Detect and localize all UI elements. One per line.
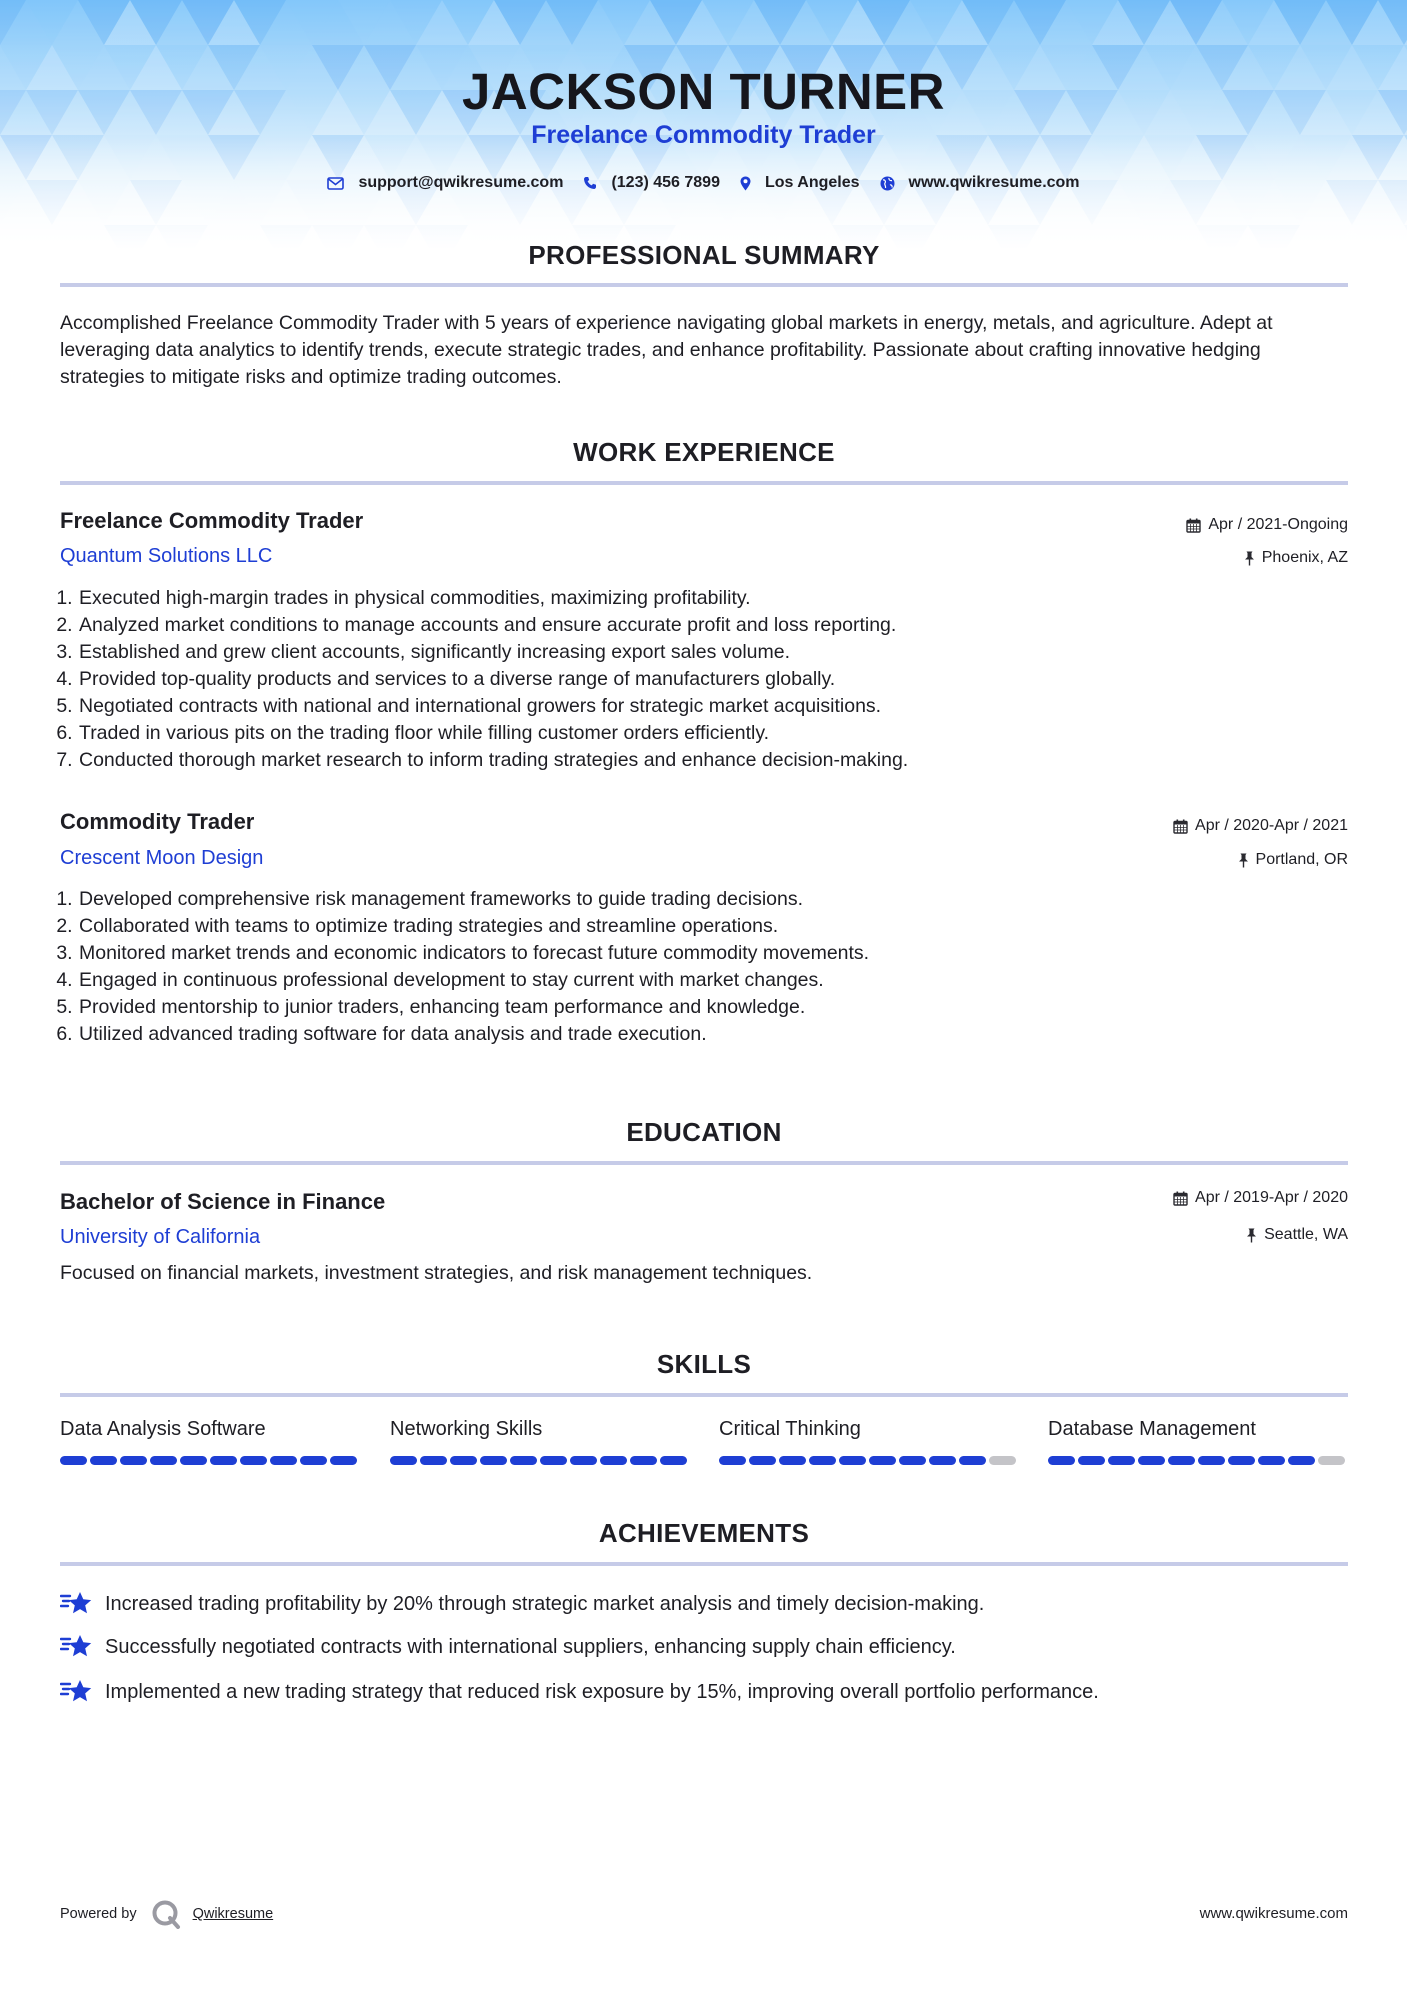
- skill-dot-filled: [1228, 1456, 1255, 1465]
- responsibility-item: 3. Monitored market trends and economic indicators to forecast future commodity movements.: [78, 940, 1338, 967]
- skill-dot-filled: [330, 1456, 357, 1465]
- education-divider: [60, 1161, 1348, 1165]
- responsibility-item: 1. Executed high-margin trades in physical commodities, maximizing profitability.: [78, 585, 1338, 612]
- website-text: www.qwikresume.com: [908, 174, 1080, 191]
- summary-heading: PROFESSIONAL SUMMARY: [528, 240, 880, 270]
- skill-dot-filled: [1258, 1456, 1285, 1465]
- calendar-icon: [1186, 518, 1201, 533]
- skill-dot-filled: [480, 1456, 507, 1465]
- responsibility-item: 4. Engaged in continuous professional development to stay current with market changes.: [78, 967, 1338, 994]
- skill-dot-filled: [60, 1456, 87, 1465]
- candidate-name: JACKSON TURNER: [461, 63, 946, 120]
- skills-divider: [60, 1393, 1348, 1397]
- achievement-item: [60, 1678, 1348, 1706]
- education-dates-text: Apr / 2019-Apr / 2020: [1195, 1189, 1348, 1206]
- skill-dot-filled: [839, 1456, 866, 1465]
- skill-dot-filled: [959, 1456, 986, 1465]
- skill-dot-filled: [600, 1456, 627, 1465]
- responsibility-item: 2. Analyzed market conditions to manage accounts and ensure accurate profit and loss reporting.: [78, 612, 1338, 639]
- job-dates-text: Apr / 2021-Ongoing: [1208, 516, 1348, 533]
- skill-dot-filled: [420, 1456, 447, 1465]
- skill-dot-filled: [779, 1456, 806, 1465]
- pushpin-icon: [1238, 853, 1249, 868]
- qwikresume-link[interactable]: Qwikresume: [192, 1906, 274, 1922]
- job-dates: [1173, 817, 1348, 835]
- skill-item: [60, 1418, 360, 1465]
- pushpin-icon: [1244, 551, 1255, 566]
- skill-level-bar: [390, 1456, 690, 1465]
- responsibility-item: 7. Conducted thorough market research to inform trading strategies and enhance decision-making.: [78, 747, 1338, 774]
- skill-dot-filled: [210, 1456, 237, 1465]
- skill-name: Database Management: [1048, 1418, 1256, 1440]
- globe-icon: [880, 176, 895, 191]
- skill-name: Networking Skills: [390, 1418, 543, 1440]
- email-text: support@qwikresume.com: [358, 174, 564, 191]
- skill-dot-empty: [989, 1456, 1016, 1465]
- job-responsibilities: [56, 886, 1338, 1048]
- job-dates: [1186, 516, 1348, 534]
- achievement-item: [60, 1590, 1348, 1618]
- education-description: Focused on financial markets, investment strategies, and risk management techniques.: [60, 1262, 813, 1284]
- degree-title: Bachelor of Science in Finance: [60, 1189, 386, 1214]
- skill-item: [390, 1418, 690, 1465]
- experience-divider: [60, 481, 1348, 485]
- skill-dot-filled: [719, 1456, 746, 1465]
- skill-dot-filled: [869, 1456, 896, 1465]
- experience-heading: WORK EXPERIENCE: [573, 437, 835, 467]
- job-location: [1244, 549, 1348, 567]
- responsibility-item: 2. Collaborated with teams to optimize trading strategies and streamline operations.: [78, 913, 1338, 940]
- school-name: University of California: [60, 1226, 261, 1248]
- skill-dot-filled: [1138, 1456, 1165, 1465]
- contact-website[interactable]: [880, 174, 1080, 192]
- skill-dot-filled: [300, 1456, 327, 1465]
- skill-dot-filled: [90, 1456, 117, 1465]
- skill-dot-filled: [809, 1456, 836, 1465]
- footer-powered-by: [60, 1899, 273, 1929]
- skill-dot-filled: [180, 1456, 207, 1465]
- skill-name: Critical Thinking: [719, 1418, 861, 1440]
- skill-name: Data Analysis Software: [60, 1418, 266, 1440]
- skill-dot-filled: [899, 1456, 926, 1465]
- footer-website[interactable]: www.qwikresume.com: [1199, 1905, 1348, 1922]
- job-location-text: Portland, OR: [1255, 851, 1348, 868]
- summary-text: Accomplished Freelance Commodity Trader with 5 years of experience navigating global markets in energy, metals, and agriculture. Adept at leveraging data analytics to identify trends, execute strategic trades, and enhance profitability. Passionate about crafting innovative hedging strategies to mitigate risks and optimize trading outcomes.: [60, 312, 1273, 388]
- phone-icon: [583, 176, 597, 190]
- job-company: Crescent Moon Design: [60, 847, 264, 869]
- contact-location: [740, 174, 860, 192]
- job-company: Quantum Solutions LLC: [60, 545, 273, 567]
- skill-level-bar: [719, 1456, 1019, 1465]
- contact-email[interactable]: [327, 174, 563, 192]
- responsibility-item: 5. Negotiated contracts with national and international growers for strategic market acquisitions.: [78, 693, 1338, 720]
- skill-dot-filled: [660, 1456, 687, 1465]
- location-text: Los Angeles: [764, 174, 860, 191]
- skill-dot-filled: [240, 1456, 267, 1465]
- star-icon: [60, 1590, 93, 1618]
- skill-level-bar: [1048, 1456, 1348, 1465]
- contact-phone[interactable]: [583, 174, 720, 192]
- achievement-text: Successfully negotiated contracts with international suppliers, enhancing supply chain efficiency.: [105, 1635, 956, 1658]
- achievement-text: Implemented a new trading strategy that reduced risk exposure by 15%, improving overall portfolio performance.: [105, 1680, 1099, 1703]
- skill-dot-filled: [929, 1456, 956, 1465]
- responsibility-item: 6. Utilized advanced trading software for data analysis and trade execution.: [78, 1021, 1338, 1048]
- skill-dot-filled: [390, 1456, 417, 1465]
- skill-dot-filled: [1168, 1456, 1195, 1465]
- skill-dot-filled: [120, 1456, 147, 1465]
- skill-dot-filled: [1288, 1456, 1315, 1465]
- envelope-icon: [327, 177, 344, 190]
- map-pin-icon: [740, 176, 751, 191]
- skill-dot-filled: [749, 1456, 776, 1465]
- job-title: Commodity Trader: [60, 809, 255, 834]
- job-location: [1238, 851, 1348, 869]
- achievements-heading: ACHIEVEMENTS: [598, 1518, 810, 1548]
- responsibility-item: 3. Established and grew client accounts, significantly increasing export sales volume.: [78, 639, 1338, 666]
- job-responsibilities: [56, 585, 1338, 774]
- education-location: [1246, 1226, 1348, 1244]
- education-location-text: Seattle, WA: [1264, 1226, 1348, 1243]
- calendar-icon: [1173, 819, 1188, 834]
- powered-by-label: Powered by: [60, 1906, 137, 1922]
- skill-dot-filled: [510, 1456, 537, 1465]
- skill-dot-filled: [630, 1456, 657, 1465]
- star-icon: [60, 1678, 93, 1706]
- skills-heading: SKILLS: [656, 1349, 752, 1379]
- skill-dot-filled: [450, 1456, 477, 1465]
- responsibility-item: 6. Traded in various pits on the trading floor while filling customer orders efficiently.: [78, 720, 1338, 747]
- skill-dot-filled: [540, 1456, 567, 1465]
- skill-dot-empty: [1318, 1456, 1345, 1465]
- skill-dot-filled: [1048, 1456, 1075, 1465]
- achievement-text: Increased trading profitability by 20% through strategic market analysis and timely decision-making.: [105, 1592, 985, 1615]
- job-title: Freelance Commodity Trader: [60, 508, 364, 533]
- education-dates: [1173, 1189, 1348, 1207]
- responsibility-item: 4. Provided top-quality products and services to a diverse range of manufacturers globally.: [78, 666, 1338, 693]
- pushpin-icon: [1246, 1228, 1257, 1243]
- summary-divider: [60, 283, 1348, 287]
- star-icon: [60, 1633, 93, 1661]
- skill-item: [1048, 1418, 1348, 1465]
- education-heading: EDUCATION: [626, 1117, 782, 1147]
- skill-level-bar: [60, 1456, 360, 1465]
- job-dates-text: Apr / 2020-Apr / 2021: [1195, 817, 1348, 834]
- skill-dot-filled: [1198, 1456, 1225, 1465]
- candidate-title: Freelance Commodity Trader: [531, 121, 876, 149]
- skill-item: [719, 1418, 1019, 1465]
- skill-dot-filled: [1078, 1456, 1105, 1465]
- responsibility-item: 1. Developed comprehensive risk management frameworks to guide trading decisions.: [78, 886, 1338, 913]
- phone-text: (123) 456 7899: [611, 174, 720, 191]
- qwikresume-logo-icon: [151, 1899, 181, 1929]
- skill-dot-filled: [270, 1456, 297, 1465]
- skill-dot-filled: [150, 1456, 177, 1465]
- responsibility-item: 5. Provided mentorship to junior traders, enhancing team performance and knowledge.: [78, 994, 1338, 1021]
- calendar-icon: [1173, 1191, 1188, 1206]
- skill-dot-filled: [570, 1456, 597, 1465]
- achievement-item: [60, 1633, 1348, 1661]
- job-location-text: Phoenix, AZ: [1261, 549, 1348, 566]
- contact-bar: [0, 174, 1407, 192]
- achievements-divider: [60, 1562, 1348, 1566]
- skill-dot-filled: [1108, 1456, 1135, 1465]
